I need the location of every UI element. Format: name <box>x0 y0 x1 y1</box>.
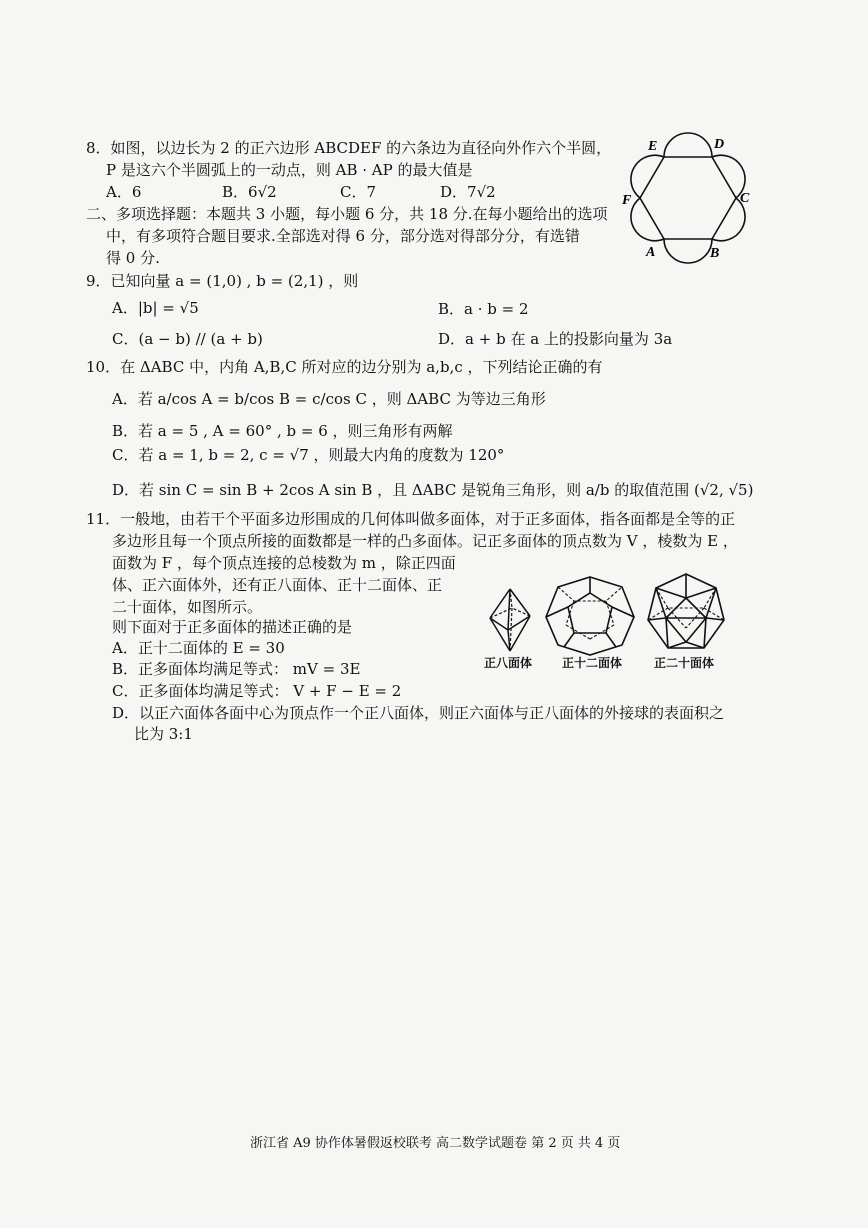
q10-option-b: B．若 a = 5 , A = 60° , b = 6 ，则三角形有两解 <box>112 422 453 440</box>
q11-line3: 面数为 F ，每个顶点连接的总棱数为 m ，除正四面 <box>112 554 456 572</box>
q10-option-c: C．若 a = 1, b = 2, c = √7 ，则最大内角的度数为 120° <box>112 446 505 464</box>
q11-option-c: C．正多面体均满足等式： V + F − E = 2 <box>112 682 402 700</box>
q9-stem: 9．已知向量 a = (1,0) , b = (2,1) ，则 <box>86 272 359 290</box>
caption-dodecahedron: 正十二面体 <box>562 656 623 670</box>
q11-option-a: A．正十二面体的 E = 30 <box>112 639 285 657</box>
q8-line2: P 是这六个半圆弧上的一动点，则 AB · AP 的最大值是 <box>106 161 473 179</box>
fig-label-f: F <box>622 193 632 208</box>
fig-label-c: C <box>740 191 750 206</box>
q10-option-a: A．若 a/cos A = b/cos B = c/cos C ，则 ΔABC 为等边三角形 <box>112 390 546 408</box>
q11-line4: 体、正六面体外，还有正八面体、正十二面体、正 <box>112 576 443 594</box>
page-footer: 浙江省 A9 协作体暑假返校联考 高二数学试题卷 第 2 页 共 4 页 <box>250 1136 621 1151</box>
q10-stem: 10．在 ΔABC 中，内角 A,B,C 所对应的边分别为 a,b,c ，下列结论正确的有 <box>86 358 603 376</box>
caption-octahedron: 正八面体 <box>484 656 533 670</box>
q9-option-a: A．|b| = √5 <box>112 299 199 317</box>
q8-option-b: B．6√2 <box>222 183 277 201</box>
section2-line2: 中，有多项符合题目要求.全部选对得 6 分，部分选对得部分分，有选错 <box>106 227 580 245</box>
q11-line1: 11．一般地，由若干个平面多边形围成的几何体叫做多面体，对于正多面体，指各面都是全等的正 <box>86 510 736 528</box>
q8-option-d: D．7√2 <box>440 183 496 201</box>
q11-line6: 则下面对于正多面体的描述正确的是 <box>112 618 353 636</box>
fig-label-b: B <box>710 246 720 261</box>
q11-line5: 二十面体，如图所示。 <box>112 598 263 616</box>
fig-label-e: E <box>648 139 658 154</box>
q9-option-d: D．a + b 在 a 上的投影向量为 3a <box>438 330 673 348</box>
hexagon-semicircle-figure <box>618 126 758 264</box>
section2-line3: 得 0 分. <box>106 249 160 267</box>
q8-line1: 8．如图，以边长为 2 的正六边形 ABCDEF 的六条边为直径向外作六个半圆， <box>86 139 612 157</box>
q11-option-d: D．以正六面体各面中心为顶点作一个正八面体，则正六面体与正八面体的外接球的表面积之 <box>112 704 725 722</box>
q9-option-c: C．(a − b) // (a + b) <box>112 330 263 348</box>
dodecahedron-figure <box>544 575 636 657</box>
caption-icosahedron: 正二十面体 <box>654 656 715 670</box>
q8-option-c: C．7 <box>340 183 377 201</box>
q9-option-b: B．a · b = 2 <box>438 300 529 318</box>
section2-line1: 二、多项选择题：本题共 3 小题，每小题 6 分，共 18 分.在每小题给出的选项 <box>86 205 608 223</box>
q11-option-d-cont: 比为 3:1 <box>134 725 193 743</box>
icosahedron-figure <box>646 572 726 654</box>
q10-option-d: D．若 sin C = sin B + 2cos A sin B ，且 ΔABC 是锐角三角形，则 a/b 的取值范围 (√2, √5) <box>112 481 754 499</box>
q8-option-a: A．6 <box>106 183 142 201</box>
fig-label-d: D <box>714 137 725 152</box>
q11-option-b: B．正多面体均满足等式： mV = 3E <box>112 660 361 678</box>
octahedron-figure <box>484 586 536 654</box>
fig-label-a: A <box>646 245 656 260</box>
q11-line2: 多边形且每一个顶点所接的面数都是一样的凸多面体。记正多面体的顶点数为 V ，棱数为 E ， <box>112 532 738 550</box>
